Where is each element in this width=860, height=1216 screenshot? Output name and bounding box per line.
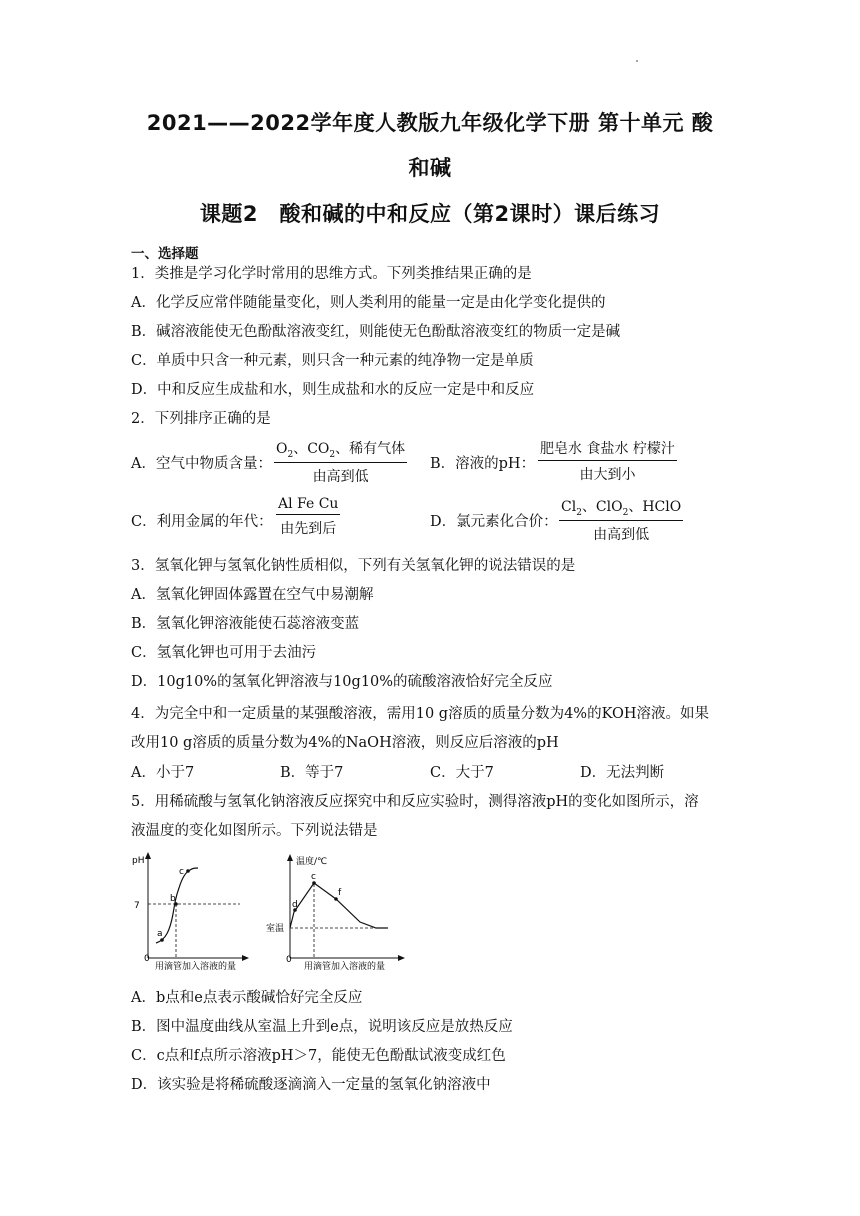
ph-label-b: b (170, 894, 176, 904)
q4-option-b: B．等于7 (280, 765, 344, 781)
q4-option-c: C．大于7 (430, 765, 494, 781)
temp-y-label: 温度/℃ (296, 857, 328, 867)
q2-option-a-fraction (274, 438, 407, 486)
q4-stem-line-1: 4．为完全中和一定质量的某强酸溶液，需用10 g溶质的质量分数为4%的KOH溶液。如果 (131, 706, 710, 722)
q2-option-a-denominator: 由高到低 (312, 468, 369, 485)
temp-label-c: c (311, 872, 316, 882)
q3-option-c: C．氢氧化钾也可用于去油污 (131, 645, 317, 661)
q2-option-a-label: A．空气中物质含量： (131, 456, 272, 472)
ph-label-a: a (157, 929, 163, 939)
temp-label-d: d (292, 900, 298, 910)
q4-stem-line-2: 改用10 g溶质的质量分数为4%的NaOH溶液，则反应后溶液的pH (131, 735, 559, 751)
q5-stem-line-1: 5．用稀硫酸与氢氧化钠溶液反应探究中和反应实验时，测得溶液pH的变化如图所示，溶 (131, 794, 699, 810)
q2-option-c-fraction (276, 496, 340, 538)
q1-option-a: A．化学反应常伴随能量变化，则人类利用的能量一定是由化学变化提供的 (131, 295, 606, 311)
ph-label-c: c (179, 867, 184, 877)
q5-stem-line-2: 液温度的变化如图所示。下列说法错是 (131, 823, 378, 839)
temp-x-arrow (398, 955, 405, 961)
q3-option-a: A．氢氧化钾固体露置在空气中易潮解 (131, 587, 374, 603)
q2-option-d-numerator: $Cl_2$、ClO$_2$、HClO (559, 496, 683, 521)
ph-x-arrow (242, 955, 249, 961)
q3-stem: 3．氢氧化钾与氢氧化钠性质相似，下列有关氢氧化钾的说法错误的是 (131, 558, 576, 574)
q2-option-a-numerator: $O_2$、$CO_2$、稀有气体 (274, 438, 407, 463)
page-dot (636, 60, 638, 62)
q2-option-b-numerator: 肥皂水 食盐水 柠檬汁 (538, 438, 677, 461)
q2-option-c-denominator: 由先到后 (280, 521, 337, 537)
q2-option-d-fraction (559, 496, 683, 544)
q5-option-c: C．c点和f点所示溶液pH＞7，能使无色酚酞试液变成红色 (131, 1048, 506, 1064)
q2-stem: 2．下列排序正确的是 (131, 411, 271, 427)
title-line-1: 2021——2022学年度人教版九年级化学下册 第十单元 酸 (146, 111, 714, 135)
ph-curve-figure (128, 850, 253, 972)
temp-x-label: 用滴管加入溶液的量 (304, 962, 386, 972)
ph-y-label: pH (132, 856, 145, 866)
title-line-2: 和碱 (408, 156, 452, 180)
q2-option-d-denominator: 由高到低 (593, 526, 650, 543)
temp-tick-room: 室温 (266, 924, 285, 934)
q1-option-d: D．中和反应生成盐和水，则生成盐和水的反应一定是中和反应 (131, 382, 535, 398)
q2-option-b-denominator: 由大到小 (579, 467, 636, 483)
q2-option-b-label: B．溶液的pH： (430, 456, 536, 472)
temperature-curve-figure (264, 852, 414, 972)
q4-option-d: D．无法判断 (580, 765, 665, 781)
q1-stem: 1．类推是学习化学时常用的思维方式。下列类推结果正确的是 (131, 266, 532, 282)
q1-option-c: C．单质中只含一种元素，则只含一种元素的纯净物一定是单质 (131, 353, 534, 369)
q1-option-b: B．碱溶液能使无色酚酞溶液变红，则能使无色酚酞溶液变红的物质一定是碱 (131, 324, 621, 340)
q4-option-a: A．小于7 (131, 765, 195, 781)
ph-x-label: 用滴管加入溶液的量 (155, 962, 237, 972)
q3-option-b: B．氢氧化钾溶液能使石蕊溶液变蓝 (131, 616, 360, 632)
title-line-3: 课题2 酸和碱的中和反应（第2课时）课后练习 (199, 202, 661, 226)
q2-option-b-fraction (538, 438, 677, 484)
temp-origin: 0 (286, 955, 292, 965)
ph-point-c (186, 869, 190, 873)
q2-option-d-label: D．氯元素化合价： (430, 514, 558, 530)
ph-tick-7: 7 (134, 901, 140, 911)
q2-option-c-numerator: Al Fe Cu (276, 496, 340, 515)
ph-origin: 0 (144, 954, 150, 964)
temp-label-f: f (338, 888, 342, 898)
section-heading: 一、选择题 (131, 246, 199, 262)
ph-y-arrow (145, 852, 151, 859)
temp-y-arrow (287, 854, 293, 861)
q5-option-b: B．图中温度曲线从室温上升到e点，说明该反应是放热反应 (131, 1019, 513, 1035)
q5-option-d: D．该实验是将稀硫酸逐滴滴入一定量的氢氧化钠溶液中 (131, 1077, 491, 1093)
q5-option-a: A．b点和e点表示酸碱恰好完全反应 (131, 990, 363, 1006)
q3-option-d: D．10g10%的氢氧化钾溶液与10g10%的硫酸溶液恰好完全反应 (131, 674, 553, 690)
q2-option-c-label: C．利用金属的年代： (131, 514, 273, 530)
